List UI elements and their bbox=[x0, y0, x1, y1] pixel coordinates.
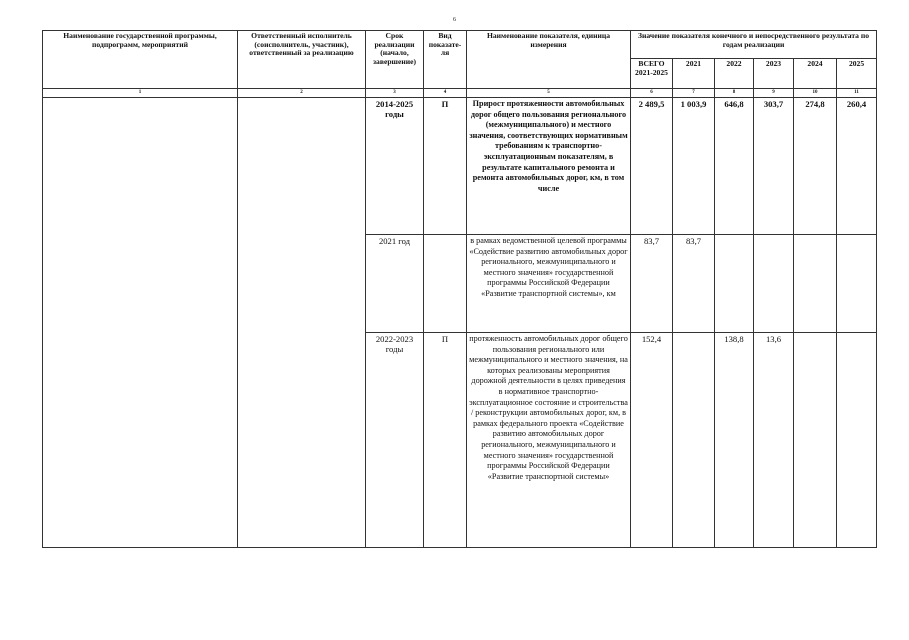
indicator-table bbox=[42, 30, 877, 548]
header-program: Наименование государственной программы, подпрограмм, мероприятий bbox=[43, 31, 238, 89]
column-index: 3 bbox=[366, 89, 424, 98]
header-term: Срок реализации (начало, завершение) bbox=[366, 31, 424, 89]
header-kind: Вид показате-ля bbox=[424, 31, 467, 89]
value-cell: 1 003,9 bbox=[673, 98, 715, 235]
header-year: 2024 bbox=[794, 59, 837, 89]
header-values-group: Значение показателя конечного и непосредственного результата по годам реализации bbox=[631, 31, 877, 59]
header-year: 2025 bbox=[837, 59, 877, 89]
value-cell bbox=[715, 235, 754, 333]
column-index: 7 bbox=[673, 89, 715, 98]
column-index: 8 bbox=[715, 89, 754, 98]
value-cell: 83,7 bbox=[673, 235, 715, 333]
header-indicator: Наименование показателя, единица измерения bbox=[467, 31, 631, 89]
kind-cell: П bbox=[424, 98, 467, 235]
header-row bbox=[43, 31, 877, 59]
value-cell bbox=[837, 333, 877, 548]
term-cell: 2021 год bbox=[366, 235, 424, 333]
column-index: 4 bbox=[424, 89, 467, 98]
term-cell: 2014-2025 годы bbox=[366, 98, 424, 235]
header-total: ВСЕГО 2021-2025 bbox=[631, 59, 673, 89]
column-index: 1 bbox=[43, 89, 238, 98]
header-year: 2021 bbox=[673, 59, 715, 89]
header-year: 2022 bbox=[715, 59, 754, 89]
value-cell: 303,7 bbox=[754, 98, 794, 235]
value-cell: 13,6 bbox=[754, 333, 794, 548]
total-cell: 83,7 bbox=[631, 235, 673, 333]
indicator-cell: протяженность автомобильных дорог общего пользования регионального или межмуниципального и местного значения, на которых реализованы мероприятия дорожной деятельности в целях приведения в нормативное транспортно-эксплуатационное состояние и строительства / реконструкции автомобильных дорог, км, в рамках федерального проекта «Содействие развитию автомобильных дорог регионального, межмуниципального и местного значения» государственной программы Российской Федерации «Развитие транспортной системы» bbox=[467, 333, 631, 548]
value-cell bbox=[794, 235, 837, 333]
term-cell: 2022-2023 годы bbox=[366, 333, 424, 548]
page-number: 6 bbox=[453, 17, 456, 23]
kind-cell: П bbox=[424, 333, 467, 548]
value-cell: 274,8 bbox=[794, 98, 837, 235]
executor-cell bbox=[238, 98, 366, 548]
column-index: 10 bbox=[794, 89, 837, 98]
column-index: 5 bbox=[467, 89, 631, 98]
value-cell: 138,8 bbox=[715, 333, 754, 548]
value-cell bbox=[754, 235, 794, 333]
value-cell bbox=[673, 333, 715, 548]
table-row bbox=[43, 98, 877, 235]
total-cell: 152,4 bbox=[631, 333, 673, 548]
program-cell bbox=[43, 98, 238, 548]
value-cell bbox=[837, 235, 877, 333]
header-year: 2023 bbox=[754, 59, 794, 89]
value-cell bbox=[794, 333, 837, 548]
value-cell: 260,4 bbox=[837, 98, 877, 235]
kind-cell bbox=[424, 235, 467, 333]
column-index: 9 bbox=[754, 89, 794, 98]
column-index: 6 bbox=[631, 89, 673, 98]
indicator-cell: в рамках ведомственной целевой программы «Содействие развитию автомобильных дорог регионального, межмуниципального и местного значения» государственной программы Российской Федерации «Развитие транспортной системы», км bbox=[467, 235, 631, 333]
value-cell: 646,8 bbox=[715, 98, 754, 235]
column-index: 11 bbox=[837, 89, 877, 98]
header-executor: Ответственный исполнитель (соисполнитель, участник), ответственный за реализацию bbox=[238, 31, 366, 89]
indicator-cell: Прирост протяженности автомобильных дорог общего пользования регионального (межмуниципального) и местного значения, соответствующих нормативным требованиям к транспортно-эксплуатационным показателям, в результате капитального ремонта и ремонта автомобильных дорог, км, в том числе bbox=[467, 98, 631, 235]
column-index: 2 bbox=[238, 89, 366, 98]
total-cell: 2 489,5 bbox=[631, 98, 673, 235]
column-index-row bbox=[43, 89, 877, 98]
